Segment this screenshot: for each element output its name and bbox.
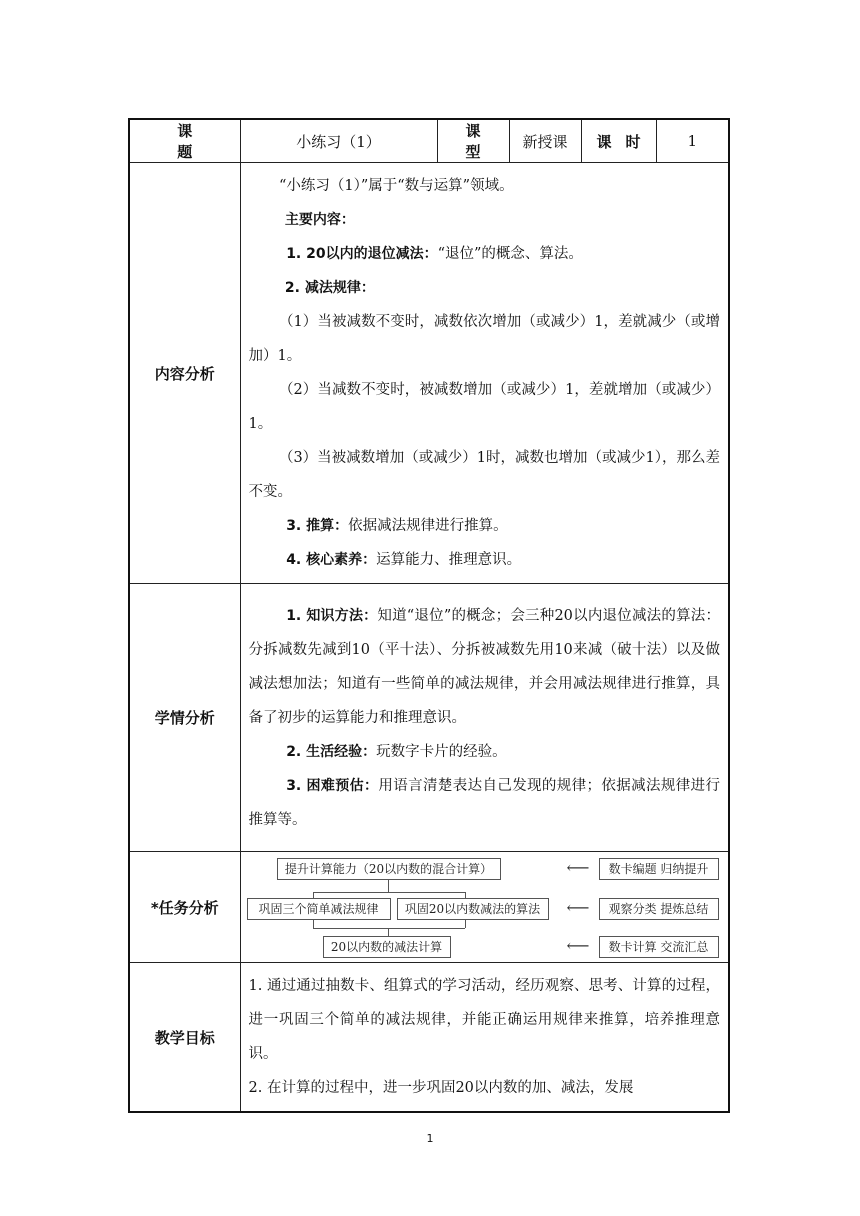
- content-analysis-body: [240, 163, 729, 584]
- learner-item-3-title: 3. 困难预估：: [286, 777, 379, 794]
- rule-2: （2）当减数不变时，被减数增加（或减少）1，差就增加（或减少）1。: [248, 382, 720, 432]
- content-item-4: [249, 543, 721, 577]
- task-diagram: [240, 852, 729, 963]
- task-diagram-canvas: [241, 852, 729, 962]
- rule-3: （3）当被减数增加（或减少）1时，减数也增加（或减少1），那么差不变。: [248, 450, 720, 500]
- task-analysis-label: *任务分析: [129, 852, 240, 963]
- goal-2: 2. 在计算的过程中，进一步巩固20以内数的加、减法，发展: [248, 1080, 634, 1096]
- diagram-top-box: 提升计算能力（20以内数的混合计算）: [277, 858, 501, 880]
- content-item-1-title: 1. 20以内的退位减法：: [286, 246, 438, 262]
- diagram-side-box-2: 观察分类 提炼总结: [599, 898, 719, 920]
- learner-item-3: [249, 769, 721, 837]
- hours-label: 课时: [581, 119, 656, 163]
- connector-bottom: [388, 928, 389, 936]
- diagram-mid-left-box: 巩固三个简单减法规律: [247, 898, 391, 920]
- content-item-2-title: 2. 减法规律：: [284, 280, 375, 296]
- hours-value: 1: [656, 119, 729, 163]
- teaching-goals-row: [129, 963, 729, 1113]
- content-item-3: [249, 509, 721, 543]
- learner-analysis-label: 学情分析: [129, 584, 240, 852]
- learner-item-3-text: 用语言清楚表达自己发现的规律；依据减法规律进行推算等。: [248, 777, 721, 828]
- diagram-side-box-3: 数卡计算 交流汇总: [599, 936, 719, 958]
- teaching-goals-body: [240, 963, 729, 1113]
- diagram-bottom-box: 20以内数的减法计算: [323, 936, 451, 958]
- arrow-left-icon: ⟵: [566, 898, 590, 917]
- diagram-side-box-1: 数卡编题 归纳提升: [599, 858, 719, 880]
- content-intro: “小练习（1）”属于“数与运算”领域。: [278, 178, 514, 194]
- learner-item-2: [249, 735, 721, 769]
- diagram-mid-right-box: 巩固20以内数减法的算法: [397, 898, 549, 920]
- goal-1: 1. 通过通过抽数卡、组算式的学习活动，经历观察、思考、计算的过程，进一巩固三个简单的减法规律，并能正确运用规律来推算，培养推理意识。: [248, 978, 720, 1062]
- content-item-1: [249, 237, 721, 271]
- content-analysis-label: 内容分析: [129, 163, 240, 584]
- learner-item-2-text: 玩数字卡片的经验。: [376, 743, 507, 760]
- arrow-left-icon: ⟵: [566, 936, 590, 955]
- type-label: 课型: [437, 119, 509, 163]
- page-number: 1: [426, 1132, 434, 1145]
- content-item-4-title: 4. 核心素养：: [286, 552, 377, 568]
- connector-bottom-horizontal: [313, 928, 465, 929]
- teaching-goals-label: 教学目标: [129, 963, 240, 1113]
- content-item-1-text: “退位”的概念、算法。: [437, 246, 583, 262]
- task-analysis-row: [129, 852, 729, 963]
- learner-analysis-body: [240, 584, 729, 852]
- connector-bottom-left: [313, 920, 314, 928]
- learner-item-1-text: 知道“退位”的概念；会三种20以内退位减法的算法：分拆减数先减到10（平十法）、分拆被减数先用10来减（破十法）以及做减法想加法；知道有一些简单的减法规律，并会用减法规律进行推算，具备了初步的运算能力和推理意识。: [248, 607, 720, 726]
- connector-top-horizontal: [313, 892, 465, 893]
- content-analysis-row: [129, 163, 729, 584]
- learner-item-1: [249, 599, 721, 735]
- main-content-title: 主要内容：: [284, 212, 355, 228]
- topic-value: 小练习（1）: [240, 119, 437, 163]
- content-item-3-title: 3. 推算：: [286, 518, 349, 534]
- rule-1: （1）当被减数不变时，减数依次增加（或减少）1，差就减少（或增加）1。: [248, 314, 720, 364]
- type-value: 新授课: [509, 119, 581, 163]
- content-item-3-text: 依据减法规律进行推算。: [348, 518, 508, 534]
- lesson-plan-table: [128, 118, 730, 1113]
- header-row: [129, 119, 729, 163]
- learner-item-1-title: 1. 知识方法：: [286, 607, 378, 624]
- arrow-left-icon: ⟵: [566, 858, 590, 877]
- topic-label: 课题: [129, 119, 240, 163]
- connector-bottom-right: [465, 920, 466, 928]
- connector-top: [388, 880, 389, 892]
- learner-analysis-row: [129, 584, 729, 852]
- learner-item-2-title: 2. 生活经验：: [286, 743, 377, 760]
- content-item-4-text: 运算能力、推理意识。: [376, 552, 522, 568]
